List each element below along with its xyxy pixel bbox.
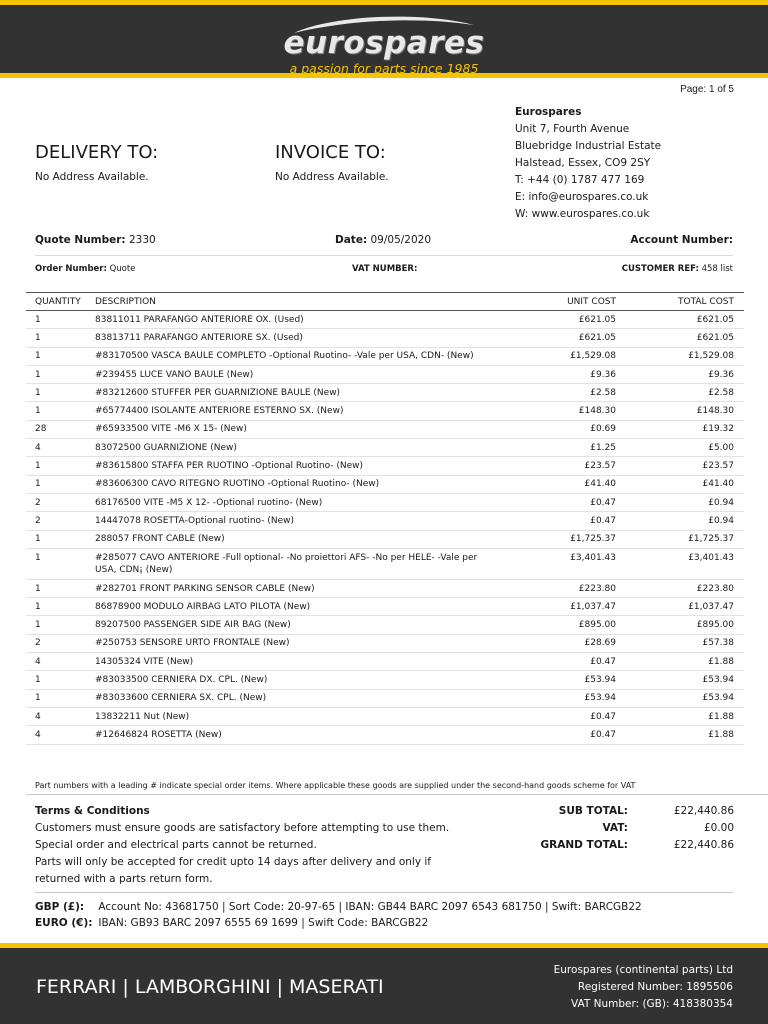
order-number-value: Quote xyxy=(109,264,136,274)
table-row xyxy=(26,493,744,511)
cell-description: #285077 CAVO ANTERIORE -Full optional- -No proiettori AFS- -No per HELE- -Vale per USA, CDN¡ (New) xyxy=(86,548,496,579)
account-number xyxy=(630,234,733,246)
order-number xyxy=(35,264,135,274)
header-bar xyxy=(0,0,768,78)
table-row xyxy=(26,347,744,365)
cell-unit-cost: £895.00 xyxy=(496,616,626,634)
delivery-title: DELIVERY TO: xyxy=(35,142,159,163)
cell-total-cost: £41.40 xyxy=(626,475,744,493)
cell-total-cost: £621.05 xyxy=(626,311,744,329)
quote-date xyxy=(335,234,431,246)
footer-bar xyxy=(0,943,768,1024)
cell-quantity: 1 xyxy=(26,671,86,689)
cell-description: 288057 FRONT CABLE (New) xyxy=(86,530,496,548)
cell-description: #83615800 STAFFA PER RUOTINO -Optional Ruotino- (New) xyxy=(86,457,496,475)
cell-unit-cost: £223.80 xyxy=(496,579,626,597)
cell-total-cost: £223.80 xyxy=(626,579,744,597)
vat-number-label: VAT NUMBER: xyxy=(352,264,418,274)
cell-description: 14305324 VITE (New) xyxy=(86,653,496,671)
table-row xyxy=(26,530,744,548)
cell-quantity: 1 xyxy=(26,347,86,365)
table-row xyxy=(26,384,744,402)
bank-gbp-label: GBP (£): xyxy=(35,901,85,913)
date-value: 09/05/2020 xyxy=(370,234,432,246)
company-registration xyxy=(554,962,733,1013)
quote-number xyxy=(35,234,156,246)
cell-total-cost: £0.94 xyxy=(626,493,744,511)
cell-total-cost: £53.94 xyxy=(626,689,744,707)
cell-description: #83033600 CERNIERA SX. CPL. (New) xyxy=(86,689,496,707)
tagline: a passion for parts since 1985 xyxy=(289,61,479,76)
cell-quantity: 1 xyxy=(26,475,86,493)
cell-quantity: 1 xyxy=(26,689,86,707)
quote-meta-row xyxy=(35,234,733,256)
cell-unit-cost: £53.94 xyxy=(496,671,626,689)
vat-value: £0.00 xyxy=(703,822,734,834)
cell-quantity: 2 xyxy=(26,634,86,652)
cell-description: 86878900 MODULO AIRBAG LATO PILOTA (New) xyxy=(86,598,496,616)
subtotal-label: SUB TOTAL: xyxy=(558,805,628,817)
swoosh-icon xyxy=(292,13,476,35)
cell-quantity: 2 xyxy=(26,512,86,530)
table-row xyxy=(26,420,744,438)
subtotal-value: £22,440.86 xyxy=(673,805,734,817)
company-line: Bluebridge Industrial Estate xyxy=(515,140,662,152)
cell-total-cost: £1,037.47 xyxy=(626,598,744,616)
logo xyxy=(0,13,768,76)
bank-gbp-row xyxy=(35,899,642,915)
table-row xyxy=(26,512,744,530)
company-name: Eurospares xyxy=(515,106,582,118)
vat-registration: VAT Number: (GB): 418380354 xyxy=(570,998,733,1010)
bank-details xyxy=(35,899,642,931)
cell-quantity: 1 xyxy=(26,384,86,402)
terms-title: Terms & Conditions xyxy=(35,805,150,817)
cell-unit-cost: £621.05 xyxy=(496,311,626,329)
cell-unit-cost: £0.47 xyxy=(496,512,626,530)
cell-total-cost: £1.88 xyxy=(626,653,744,671)
cell-total-cost: £148.30 xyxy=(626,402,744,420)
cell-description: 83813711 PARAFANGO ANTERIORE SX. (Used) xyxy=(86,329,496,347)
cell-description: #12646824 ROSETTA (New) xyxy=(86,726,496,744)
cell-description: #282701 FRONT PARKING SENSOR CABLE (New) xyxy=(86,579,496,597)
cell-unit-cost: £53.94 xyxy=(496,689,626,707)
table-row xyxy=(26,726,744,744)
cell-quantity: 1 xyxy=(26,329,86,347)
cell-quantity: 1 xyxy=(26,579,86,597)
customer-ref-value: 458 list xyxy=(701,264,733,274)
invoice-address: No Address Available. xyxy=(275,171,389,183)
cell-total-cost: £57.38 xyxy=(626,634,744,652)
cell-total-cost: £1.88 xyxy=(626,726,744,744)
customer-ref xyxy=(622,264,733,274)
cell-unit-cost: £0.47 xyxy=(496,653,626,671)
cell-unit-cost: £621.05 xyxy=(496,329,626,347)
cell-total-cost: £621.05 xyxy=(626,329,744,347)
cell-quantity: 4 xyxy=(26,707,86,725)
column-header-total-cost: TOTAL COST xyxy=(626,293,744,311)
registered-number: Registered Number: 1895506 xyxy=(577,981,733,993)
cell-total-cost: £3,401.43 xyxy=(626,548,744,579)
cell-total-cost: £1.88 xyxy=(626,707,744,725)
account-number-label: Account Number: xyxy=(630,234,733,246)
cell-total-cost: £0.94 xyxy=(626,512,744,530)
cell-description: 13832211 Nut (New) xyxy=(86,707,496,725)
cell-description: 14447078 ROSETTA-Optional ruotino- (New) xyxy=(86,512,496,530)
company-email: E: info@eurospares.co.uk xyxy=(515,191,649,203)
table-row xyxy=(26,548,744,579)
terms-and-conditions xyxy=(35,803,495,888)
table-row xyxy=(26,475,744,493)
vat-row xyxy=(520,820,734,837)
quote-number-value: 2330 xyxy=(128,234,156,246)
cell-total-cost: £9.36 xyxy=(626,365,744,383)
cell-quantity: 4 xyxy=(26,439,86,457)
terms-line: Special order and electrical parts cannot be returned. xyxy=(35,839,317,851)
table-row xyxy=(26,671,744,689)
cell-quantity: 1 xyxy=(26,457,86,475)
cell-quantity: 1 xyxy=(26,365,86,383)
table-row xyxy=(26,365,744,383)
date-label: Date: xyxy=(335,234,368,246)
cell-description: 89207500 PASSENGER SIDE AIR BAG (New) xyxy=(86,616,496,634)
terms-line: Parts will only be accepted for credit upto 14 days after delivery and only if xyxy=(35,856,431,868)
divider xyxy=(35,892,733,893)
cell-total-cost: £1,529.08 xyxy=(626,347,744,365)
table-row xyxy=(26,579,744,597)
grand-total-label: GRAND TOTAL: xyxy=(540,839,628,851)
order-meta-row xyxy=(35,264,733,286)
bank-eur-label: EURO (€): xyxy=(35,917,93,929)
logo-wordmark: eurospares xyxy=(283,25,485,61)
cell-quantity: 4 xyxy=(26,726,86,744)
table-row xyxy=(26,329,744,347)
table-row xyxy=(26,707,744,725)
vat-number xyxy=(352,264,417,274)
company-line: Unit 7, Fourth Avenue xyxy=(515,123,630,135)
grand-total-row xyxy=(520,837,734,854)
brand-list: FERRARI | LAMBORGHINI | MASERATI xyxy=(36,976,384,998)
cell-total-cost: £23.57 xyxy=(626,457,744,475)
cell-unit-cost: £3,401.43 xyxy=(496,548,626,579)
cell-unit-cost: £0.47 xyxy=(496,707,626,725)
table-row xyxy=(26,457,744,475)
delivery-address: No Address Available. xyxy=(35,171,149,183)
cell-quantity: 1 xyxy=(26,548,86,579)
cell-unit-cost: £1,529.08 xyxy=(496,347,626,365)
company-line: Halstead, Essex, CO9 2SY xyxy=(515,157,651,169)
cell-quantity: 1 xyxy=(26,402,86,420)
cell-total-cost: £895.00 xyxy=(626,616,744,634)
cell-quantity: 1 xyxy=(26,598,86,616)
bank-eur-details: IBAN: GB93 BARC 2097 6555 69 1699 | Swift Code: BARCGB22 xyxy=(98,917,429,929)
cell-unit-cost: £0.47 xyxy=(496,493,626,511)
table-row xyxy=(26,689,744,707)
cell-description: 68176500 VITE -M5 X 12- -Optional ruotino- (New) xyxy=(86,493,496,511)
cell-unit-cost: £9.36 xyxy=(496,365,626,383)
column-header-quantity: QUANTITY xyxy=(26,293,86,311)
cell-quantity: 28 xyxy=(26,420,86,438)
cell-quantity: 1 xyxy=(26,311,86,329)
cell-total-cost: £5.00 xyxy=(626,439,744,457)
cell-unit-cost: £23.57 xyxy=(496,457,626,475)
column-header-unit-cost: UNIT COST xyxy=(496,293,626,311)
company-phone: T: +44 (0) 1787 477 169 xyxy=(515,174,645,186)
table-row xyxy=(26,616,744,634)
cell-unit-cost: £0.47 xyxy=(496,726,626,744)
cell-total-cost: £2.58 xyxy=(626,384,744,402)
divider xyxy=(26,794,768,795)
subtotal-row xyxy=(520,803,734,820)
cell-quantity: 1 xyxy=(26,530,86,548)
cell-description: #83170500 VASCA BAULE COMPLETO -Optional Ruotino- -Vale per USA, CDN- (New) xyxy=(86,347,496,365)
cell-unit-cost: £1,725.37 xyxy=(496,530,626,548)
bank-eur-row xyxy=(35,915,642,931)
order-number-label: Order Number: xyxy=(35,264,107,274)
column-header-description: DESCRIPTION xyxy=(86,293,496,311)
table-row xyxy=(26,439,744,457)
totals-block xyxy=(520,803,734,854)
table-header-row xyxy=(26,293,744,311)
cell-unit-cost: £1,037.47 xyxy=(496,598,626,616)
cell-unit-cost: £41.40 xyxy=(496,475,626,493)
cell-total-cost: £19.32 xyxy=(626,420,744,438)
special-order-note: Part numbers with a leading # indicate special order items. Where applicable these goods are supplied under the second-hand goods scheme for VAT xyxy=(35,781,636,790)
invoice-title: INVOICE TO: xyxy=(275,142,386,163)
table-row xyxy=(26,634,744,652)
vat-label: VAT: xyxy=(602,822,628,834)
legal-name: Eurospares (continental parts) Ltd xyxy=(553,964,733,976)
cell-description: 83811011 PARAFANGO ANTERIORE OX. (Used) xyxy=(86,311,496,329)
company-website: W: www.eurospares.co.uk xyxy=(515,208,650,220)
table-row xyxy=(26,598,744,616)
cell-unit-cost: £28.69 xyxy=(496,634,626,652)
table-row xyxy=(26,402,744,420)
cell-description: 83072500 GUARNIZIONE (New) xyxy=(86,439,496,457)
grand-total-value: £22,440.86 xyxy=(673,839,734,851)
cell-quantity: 2 xyxy=(26,493,86,511)
cell-unit-cost: £1.25 xyxy=(496,439,626,457)
table-row xyxy=(26,653,744,671)
terms-line: returned with a parts return form. xyxy=(35,873,213,885)
cell-description: #250753 SENSORE URTO FRONTALE (New) xyxy=(86,634,496,652)
customer-ref-label: CUSTOMER REF: xyxy=(621,264,699,274)
line-items-table xyxy=(26,292,744,745)
cell-description: #239455 LUCE VANO BAULE (New) xyxy=(86,365,496,383)
cell-description: #83033500 CERNIERA DX. CPL. (New) xyxy=(86,671,496,689)
cell-total-cost: £1,725.37 xyxy=(626,530,744,548)
cell-total-cost: £53.94 xyxy=(626,671,744,689)
cell-unit-cost: £148.30 xyxy=(496,402,626,420)
cell-description: #83606300 CAVO RITEGNO RUOTINO -Optional Ruotino- (New) xyxy=(86,475,496,493)
cell-unit-cost: £2.58 xyxy=(496,384,626,402)
bank-gbp-details: Account No: 43681750 | Sort Code: 20-97-65 | IBAN: GB44 BARC 2097 6543 681750 | Swift: BARCGB22 xyxy=(98,901,642,913)
quote-number-label: Quote Number: xyxy=(35,234,126,246)
cell-description: #65774400 ISOLANTE ANTERIORE ESTERNO SX. (New) xyxy=(86,402,496,420)
company-address xyxy=(515,104,661,223)
cell-quantity: 1 xyxy=(26,616,86,634)
cell-description: #65933500 VITE -M6 X 15- (New) xyxy=(86,420,496,438)
cell-quantity: 4 xyxy=(26,653,86,671)
table-row xyxy=(26,311,744,329)
cell-description: #83212600 STUFFER PER GUARNIZIONE BAULE (New) xyxy=(86,384,496,402)
cell-unit-cost: £0.69 xyxy=(496,420,626,438)
terms-line: Customers must ensure goods are satisfactory before attempting to use them. xyxy=(35,822,450,834)
page-indicator: Page: 1 of 5 xyxy=(680,84,734,95)
